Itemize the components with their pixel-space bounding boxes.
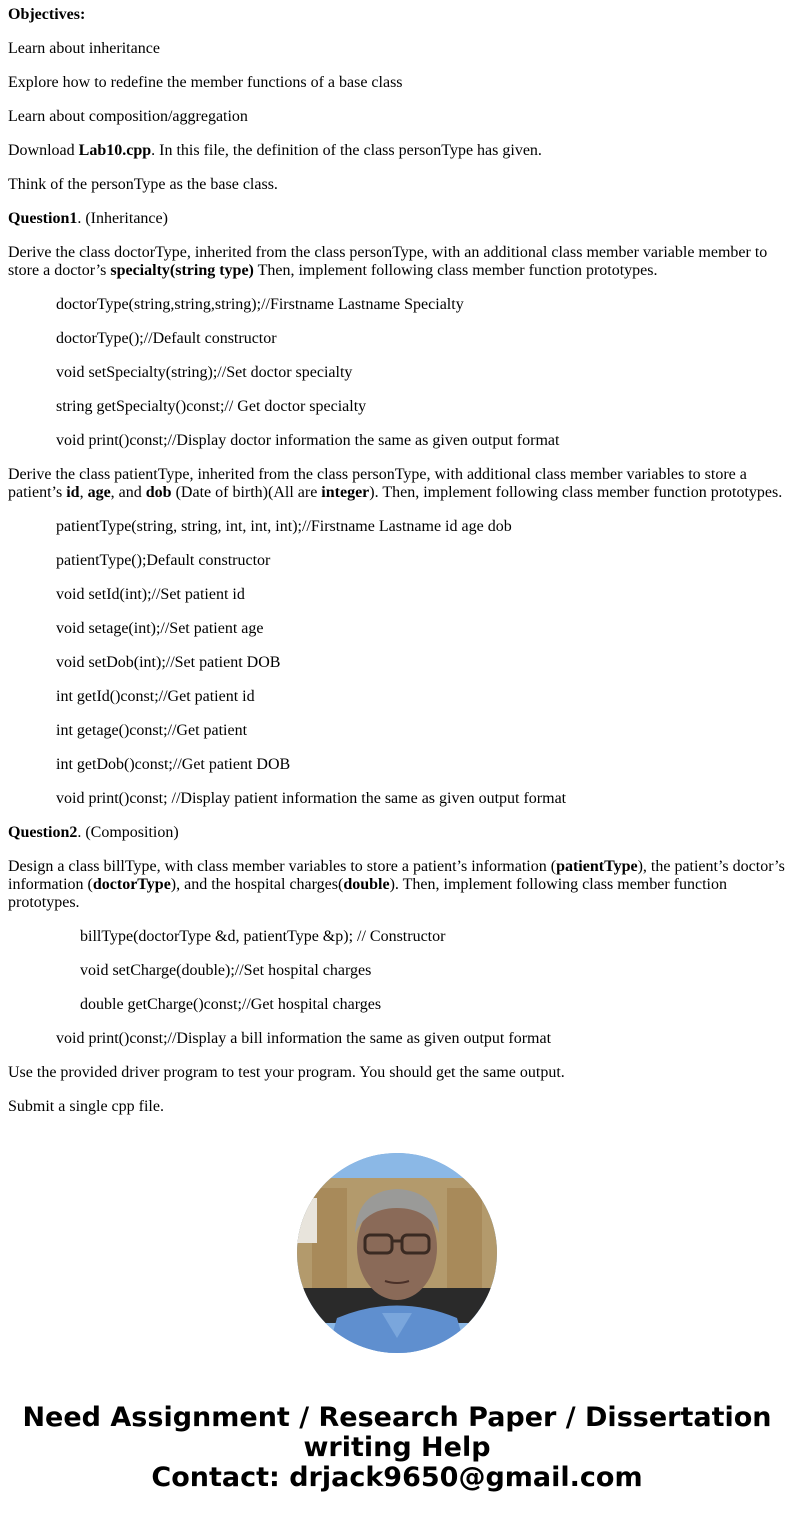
doctor-prototype: void print()const;//Display doctor information the same as given output format <box>56 432 560 449</box>
promo-line: Need Assignment / Research Paper / Dissertation <box>22 1402 772 1433</box>
objectives-heading: Objectives: <box>8 6 86 23</box>
doctor-prototype: doctorType();//Default constructor <box>56 330 277 347</box>
bill-prototype: double getCharge()const;//Get hospital charges <box>80 996 382 1013</box>
doctor-prototype: string getSpecialty()const;// Get doctor specialty <box>56 398 367 415</box>
patient-prototype: void print()const; //Display patient information the same as given output format <box>56 790 567 807</box>
bill-prototype: void setCharge(double);//Set hospital charges <box>80 962 372 979</box>
author-avatar <box>297 1153 497 1353</box>
objective-item: Explore how to redefine the member functions of a base class <box>8 74 403 91</box>
base-class-note: Think of the personType as the base class. <box>8 176 278 193</box>
patient-prototype: int getDob()const;//Get patient DOB <box>56 756 291 773</box>
promo-contact: Contact: drjack9650@gmail.com <box>151 1462 643 1493</box>
patient-prototype: int getage()const;//Get patient <box>56 722 248 739</box>
doctor-prototype: void setSpecialty(string);//Set doctor specialty <box>56 364 353 381</box>
patient-prototype: patientType(string, string, int, int, int);//Firstname Lastname id age dob <box>56 518 512 535</box>
patient-prototype: patientType();Default constructor <box>56 552 271 569</box>
doctor-type-description: Derive the class doctorType, inherited from the class personType, with an additional class member variable member to store a doctor’s specialty(string type) Then, implement following class member function prototypes. <box>8 244 768 279</box>
patient-prototype: void setId(int);//Set patient id <box>56 586 245 603</box>
promo-banner <box>0 1403 794 1493</box>
question1-heading: Question1. (Inheritance) <box>8 210 168 227</box>
bill-print-prototype: void print()const;//Display a bill information the same as given output format <box>56 1030 552 1047</box>
download-instruction: Download Lab10.cpp. In this file, the definition of the class personType has given. <box>8 142 542 159</box>
bill-prototype: billType(doctorType &d, patientType &p); // Constructor <box>80 928 446 945</box>
promo-line: writing Help <box>303 1432 491 1463</box>
portrait-photo-icon <box>297 1153 497 1353</box>
question2-heading: Question2. (Composition) <box>8 824 179 841</box>
patient-prototype: void setage(int);//Set patient age <box>56 620 264 637</box>
objective-item: Learn about composition/aggregation <box>8 108 248 125</box>
driver-note: Use the provided driver program to test your program. You should get the same output. <box>8 1064 565 1081</box>
patient-prototype: void setDob(int);//Set patient DOB <box>56 654 281 671</box>
download-filename: Lab10.cpp <box>78 142 152 159</box>
patient-type-description: Derive the class patientType, inherited from the class personType, with additional class member variables to store a patient’s id, age, and dob (Date of birth)(All are integer). Then, implement following class member function prototypes. <box>8 466 783 501</box>
patient-prototype: int getId()const;//Get patient id <box>56 688 255 705</box>
submit-note: Submit a single cpp file. <box>8 1098 164 1115</box>
bill-type-description: Design a class billType, with class member variables to store a patient’s information (patientType), the patient’s doctor’s information (doctorType), and the hospital charges(double). Then, implement following class member function prototypes. <box>8 858 785 911</box>
doctor-prototype: doctorType(string,string,string);//Firstname Lastname Specialty <box>56 296 464 313</box>
objective-item: Learn about inheritance <box>8 40 160 57</box>
